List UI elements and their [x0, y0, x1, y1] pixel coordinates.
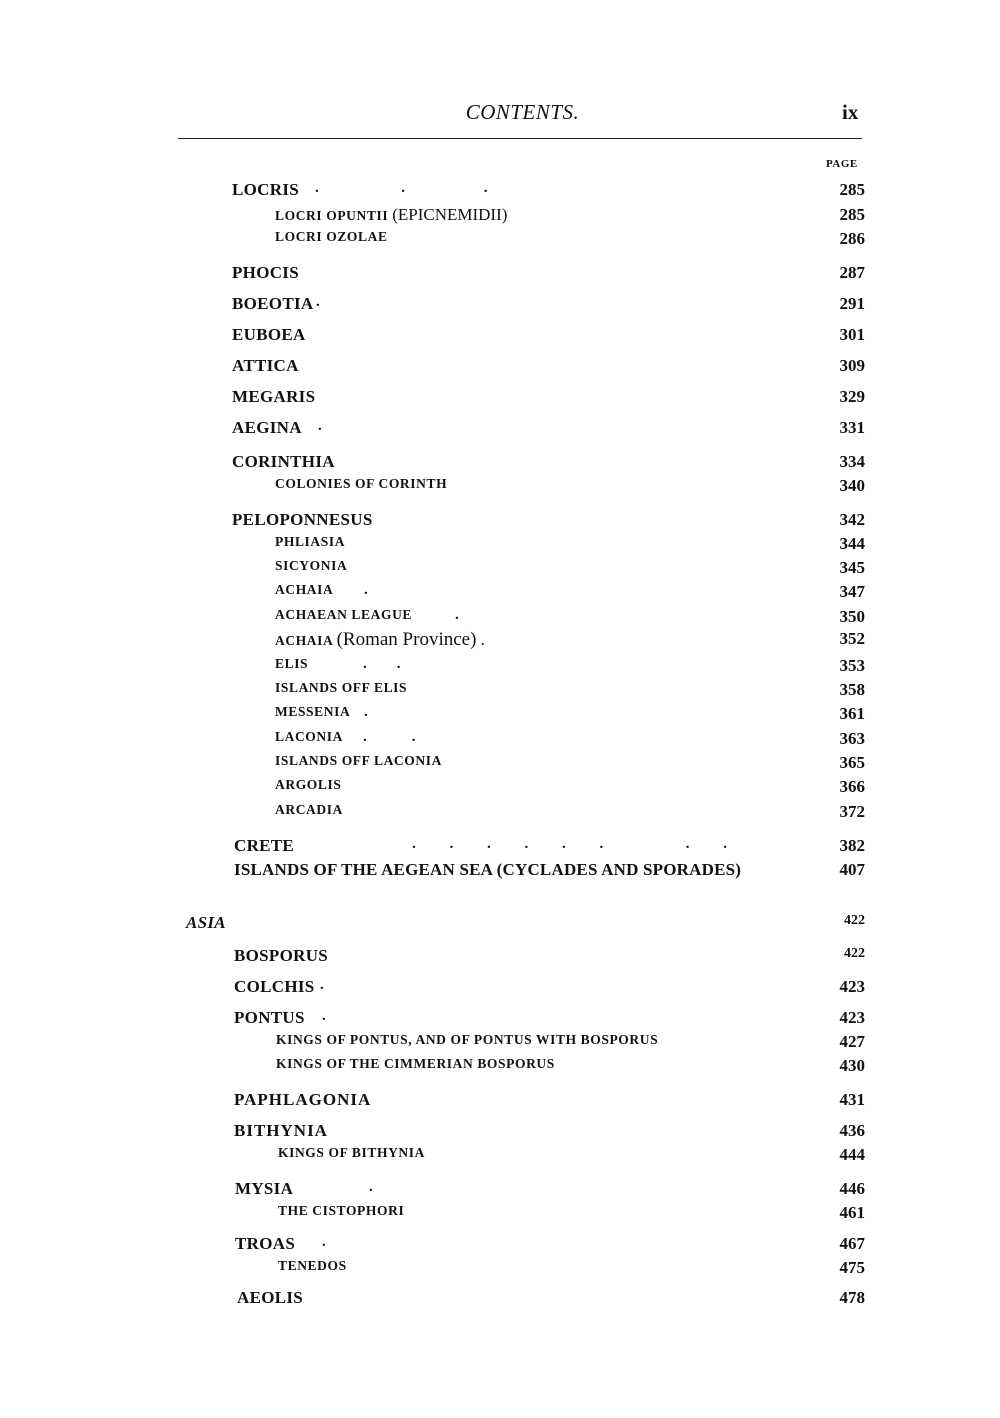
toc-entry-label: LACONIA — [275, 729, 343, 744]
toc-subentry — [0, 558, 1000, 582]
toc-entry-page: 382 — [839, 836, 865, 855]
toc-entry-page: 285 — [839, 180, 865, 199]
toc-subentry — [0, 802, 1000, 826]
leader-dots: . . . — [315, 180, 488, 196]
toc-entry-page: 430 — [839, 1056, 865, 1075]
toc-entry-page: 342 — [839, 510, 865, 529]
toc-entry-page: 461 — [839, 1203, 865, 1222]
toc-entry-page: 427 — [839, 1032, 865, 1051]
toc-entry-label: COLONIES OF CORINTH — [275, 476, 448, 491]
toc-entry — [0, 1288, 1000, 1312]
toc-subentry — [0, 229, 1000, 253]
toc-entry-page: 423 — [839, 1008, 865, 1027]
toc-entry — [0, 946, 1000, 970]
leader-dots: . . — [363, 656, 401, 672]
toc-entry-suffix: (Roman Province) — [336, 629, 477, 650]
toc-entry — [0, 1090, 1000, 1114]
toc-entry-label: KINGS OF THE CIMMERIAN BOSPORUS — [276, 1056, 555, 1071]
leader-dots: . — [318, 418, 322, 434]
toc-entry — [0, 356, 1000, 380]
toc-entry-label: CRETE — [234, 836, 295, 855]
toc-entry-label: LOCRI OZOLAE — [275, 229, 388, 244]
toc-entry — [0, 836, 1000, 860]
toc-entry — [0, 1121, 1000, 1145]
leader-dots: . — [322, 1008, 326, 1024]
toc-entry — [0, 1179, 1000, 1203]
toc-entry — [0, 1234, 1000, 1258]
toc-subentry — [0, 1032, 1000, 1056]
toc-entry-label: ISLANDS OFF LACONIA — [275, 753, 442, 768]
toc-entry-page: 309 — [839, 356, 865, 375]
toc-entry-page: 301 — [839, 325, 865, 344]
toc-entry-page: 365 — [839, 753, 865, 772]
toc-entry-label: ACHAIA — [275, 582, 334, 597]
header-rule — [178, 138, 862, 139]
toc-entry-label: TROAS — [235, 1234, 296, 1253]
toc-subentry — [0, 656, 1000, 680]
toc-entry — [0, 294, 1000, 318]
toc-subentry — [0, 1145, 1000, 1169]
toc-entry-label: BITHYNIA — [234, 1121, 328, 1140]
toc-entry — [0, 1008, 1000, 1032]
toc-entry-label: EUBOEA — [232, 325, 306, 344]
toc-entry-page: 478 — [839, 1288, 865, 1307]
toc-entry-label: PAPHLAGONIA — [234, 1090, 372, 1109]
toc-entry-page: 285 — [839, 205, 865, 224]
toc-entry-page: 475 — [839, 1258, 865, 1277]
toc-entry-page: 407 — [839, 860, 865, 879]
toc-entry-label: AEOLIS — [237, 1288, 304, 1307]
page-column-label: PAGE — [826, 158, 858, 170]
toc-entry-label: ARGOLIS — [275, 777, 342, 792]
toc-entry — [0, 325, 1000, 349]
toc-entry-label: KINGS OF BITHYNIA — [278, 1145, 425, 1160]
toc-entry-page: 444 — [839, 1145, 865, 1164]
toc-entry-label: KINGS OF PONTUS, AND OF PONTUS WITH BOSPORUS — [276, 1032, 659, 1047]
toc-subentry — [0, 1203, 1000, 1227]
toc-section-heading — [0, 913, 1000, 937]
leader-dots: . — [364, 704, 368, 720]
toc-entry-label: CORINTHIA — [232, 452, 335, 471]
toc-entry-page: 345 — [839, 558, 865, 577]
toc-entry-page: 350 — [839, 607, 865, 626]
toc-entry-label: TENEDOS — [278, 1258, 347, 1273]
toc-subentry — [0, 534, 1000, 558]
toc-entry-label: BOSPORUS — [234, 946, 329, 965]
toc-entry-suffix: (EPICNEMIDII) — [392, 205, 508, 224]
toc-entry-label: ELIS — [275, 656, 309, 671]
toc-section-label: ASIA — [186, 913, 226, 932]
toc-entry-page: 286 — [839, 229, 865, 248]
toc-entry-page: 467 — [839, 1234, 865, 1253]
toc-entry-label: PHLIASIA — [275, 534, 346, 549]
toc-entry — [0, 418, 1000, 442]
leader-dots: . . — [363, 729, 416, 745]
toc-subentry — [0, 1056, 1000, 1080]
toc-entry-label: LOCRIS — [232, 180, 299, 199]
toc-entry-label: AEGINA — [232, 418, 302, 437]
toc-entry-label: ACHAEAN LEAGUE — [275, 607, 413, 622]
toc-entry-page: 422 — [844, 913, 865, 928]
toc-entry — [0, 977, 1000, 1001]
toc-entry-label: MESSENIA — [275, 704, 351, 719]
toc-entry-label: ATTICA — [232, 356, 299, 375]
toc-entry-label: ISLANDS OFF ELIS — [275, 680, 408, 695]
toc-entry-page: 291 — [839, 294, 865, 313]
toc-entry — [0, 263, 1000, 287]
toc-entry-label: PHOCIS — [232, 263, 299, 282]
toc-entry-page: 340 — [839, 476, 865, 495]
toc-entry-label: MYSIA — [235, 1179, 294, 1198]
toc-subentry — [0, 476, 1000, 500]
toc-entry-page: 431 — [839, 1090, 865, 1109]
leader-dots: . — [455, 607, 459, 623]
toc-entry-page: 423 — [839, 977, 865, 996]
toc-entry-label: COLCHIS — [234, 977, 315, 996]
toc-entry-label: THE CISTOPHORI — [278, 1203, 405, 1218]
toc-subentry — [0, 1258, 1000, 1282]
toc-entry-page: 358 — [839, 680, 865, 699]
leader-dots: . — [369, 1179, 373, 1195]
toc-entry-label: PELOPONNESUS — [232, 510, 373, 529]
toc-subentry — [0, 607, 1000, 631]
toc-entry-page: 287 — [839, 263, 865, 282]
toc-entry-page: 446 — [839, 1179, 865, 1198]
toc-subentry: ACHAIA (Roman Province) . 352 — [275, 629, 865, 650]
toc-entry-label: ARCADIA — [275, 802, 343, 817]
toc-entry — [0, 387, 1000, 411]
toc-entry-label: MEGARIS — [232, 387, 316, 406]
leader-dots: . — [322, 1234, 326, 1250]
page-number: ix — [842, 100, 859, 124]
toc-entry-page: 361 — [839, 704, 865, 723]
leader-dots: . — [320, 977, 324, 993]
toc-entry-label: LOCRI OPUNTII — [275, 208, 389, 223]
toc-subentry — [0, 777, 1000, 801]
toc-entry-label: SICYONIA — [275, 558, 348, 573]
toc-entry-page: 422 — [844, 946, 865, 961]
toc-entry — [0, 860, 1000, 884]
toc-entry-page: 329 — [839, 387, 865, 406]
toc-subentry — [0, 582, 1000, 606]
toc-subentry — [0, 680, 1000, 704]
leader-dots: . — [316, 294, 320, 310]
leader-dots: . . . . . . . . — [412, 836, 727, 852]
toc-entry-page: 352 — [839, 629, 865, 648]
toc-entry-label: ISLANDS OF THE AEGEAN SEA (CYCLADES AND SPORADES) — [234, 860, 742, 879]
toc-entry-label: BOEOTIA — [232, 294, 314, 313]
toc-entry — [0, 452, 1000, 476]
toc-entry-page: 353 — [839, 656, 865, 675]
toc-subentry — [0, 729, 1000, 753]
toc-entry-page: 363 — [839, 729, 865, 748]
toc-entry-label: PONTUS — [234, 1008, 305, 1027]
toc-entry-page: 331 — [839, 418, 865, 437]
leader-dots: . — [364, 582, 368, 598]
toc-entry-page: 372 — [839, 802, 865, 821]
toc-subentry — [0, 753, 1000, 777]
toc-subentry — [0, 704, 1000, 728]
page-title: CONTENTS. — [465, 100, 580, 124]
toc-entry-page: 344 — [839, 534, 865, 553]
toc-entry-label: ACHAIA — [275, 633, 333, 648]
toc-entry-page: 366 — [839, 777, 865, 796]
toc-entry-page: 334 — [839, 452, 865, 471]
toc-entry — [0, 180, 1000, 204]
toc-entry-page: 347 — [839, 582, 865, 601]
toc-entry-page: 436 — [839, 1121, 865, 1140]
toc-subentry — [0, 205, 1000, 229]
toc-entry — [0, 510, 1000, 534]
